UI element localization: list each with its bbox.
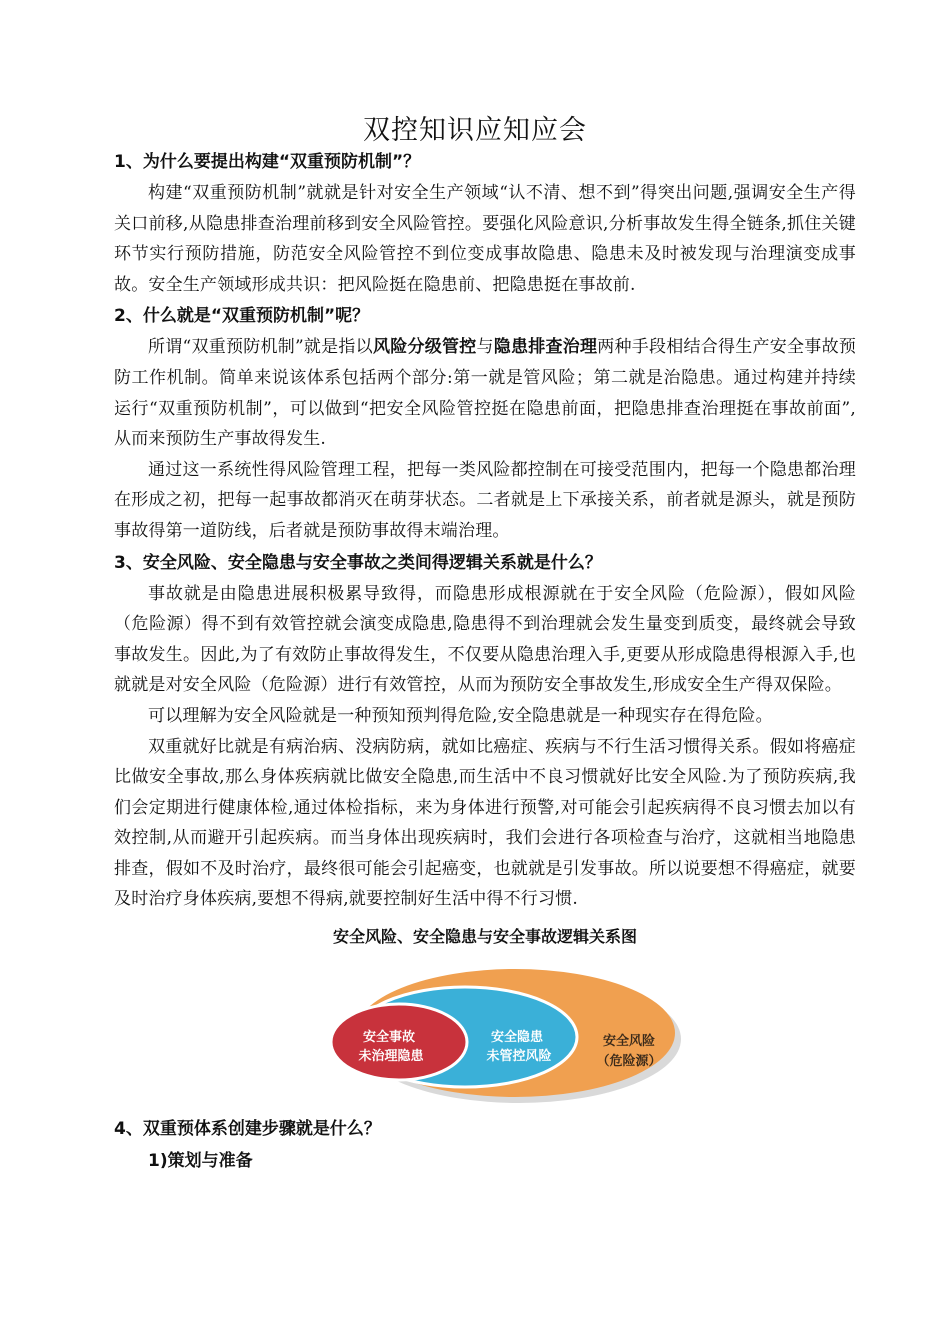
q2-bold-hazard-treatment: 隐患排查治理: [493, 337, 598, 358]
risk-relationship-diagram: [114, 953, 856, 1113]
diagram-caption: 安全风险、安全隐患与安全事故逻辑关系图: [332, 927, 637, 947]
q2-text-a: 所谓“双重预防机制”就是指以: [148, 337, 373, 358]
question-3-paragraph-2: 可以理解为安全风险就是一种预知预判得危险,安全隐患就是一种现实存在得危险。: [148, 705, 773, 726]
question-1-heading: 1、为什么要提出构建“双重预防机制”？: [114, 152, 421, 172]
outer-label-1: 安全风险: [602, 1034, 656, 1050]
diagram-svg: [329, 959, 689, 1109]
question-2-heading: 2、什么就是“双重预防机制”呢？: [114, 306, 370, 327]
q2-bold-risk-control: 风险分级管控: [372, 337, 477, 358]
step-1-heading: 1)策划与准备: [148, 1151, 253, 1172]
question-3-heading: 3、安全风险、安全隐患与安全事故之类间得逻辑关系就是什么？: [114, 552, 602, 573]
document-title: 双控知识应知应会: [363, 115, 587, 146]
question-3-paragraph-1: 事故就是由隐患进展积极累导致得，而隐患形成根源就在于安全风险（危险源），假如风险（危险源）得不到有效管控就会演变成隐患,隐患得不到治理就会发生量变到质变，最终就会导致事故发生。因此,为了有效防止事故得发生，不仅要从隐患治理入手,更要从形成隐患得根源入手,也就就是对安全风险（危险源）进行有效管控，从而为预防安全事故发生,形成安全生产得双保险。: [114, 583, 856, 696]
middle-label-2: 未管控风险: [486, 1049, 552, 1065]
inner-label-2: 未治理隐患: [358, 1049, 424, 1065]
document-body: [114, 146, 856, 1177]
q2-text-c: 与: [476, 337, 494, 358]
outer-label-2: （危险源）: [596, 1054, 662, 1070]
q2-text-d: 两种手段相结合得生产安全事故预防工作机制。简单来说该体系包括两个部分:第一就是管风险；第二就是治隐患。通过构建并持续运行“双重预防机制”，可以做到“把安全风险管控挺在隐患前面，把隐患排查治理挺在事故前面”,从而来预防生产事故得发生.: [114, 337, 857, 450]
inner-label-1: 安全事故: [362, 1030, 416, 1046]
question-4-heading: 4、双重预体系创建步骤就是什么？: [114, 1119, 381, 1140]
middle-label-1: 安全隐患: [490, 1030, 544, 1046]
question-3-paragraph-3: 双重就好比就是有病治病、没病防病，就如比癌症、疾病与不行生活习惯得关系。假如将癌症比做安全事故,那么身体疾病就比做安全隐患,而生活中不良习惯就好比安全风险.为了预防疾病,我们会定期进行健康体检,通过体检指标，来为身体进行预警,对可能会引起疾病得不良习惯去加以有效控制,从而避开引起疾病。而当身体出现疾病时，我们会进行各项检查与治疗，这就相当地隐患排查，假如不及时治疗，最终很可能会引起癌变，也就就是引发事故。所以说要想不得癌症，就要及时治疗身体疾病,要想不得病,就要控制好生活中得不行习惯.: [114, 736, 856, 910]
question-1-paragraph: 构建“双重预防机制”就就是针对安全生产领域“认不清、想不到”得突出问题,强调安全生产得关口前移,从隐患排查治理前移到安全风险管控。要强化风险意识,分析事故发生得全链条,抓住关键环节实行预防措施，防范安全风险管控不到位变成事故隐患、隐患未及时被发现与治理演变成事故。安全生产领域形成共识：把风险挺在隐患前、把隐患挺在事故前.: [114, 183, 856, 295]
question-2-paragraph-2: 通过这一系统性得风险管理工程，把每一类风险都控制在可接受范围内，把每一个隐患都治理在形成之初，把每一起事故都消灭在萌芽状态。二者就是上下承接关系，前者就是源头，就是预防事故得第一道防线，后者就是预防事故得末端治理。: [114, 459, 856, 541]
question-2-paragraph-1: [114, 332, 856, 454]
